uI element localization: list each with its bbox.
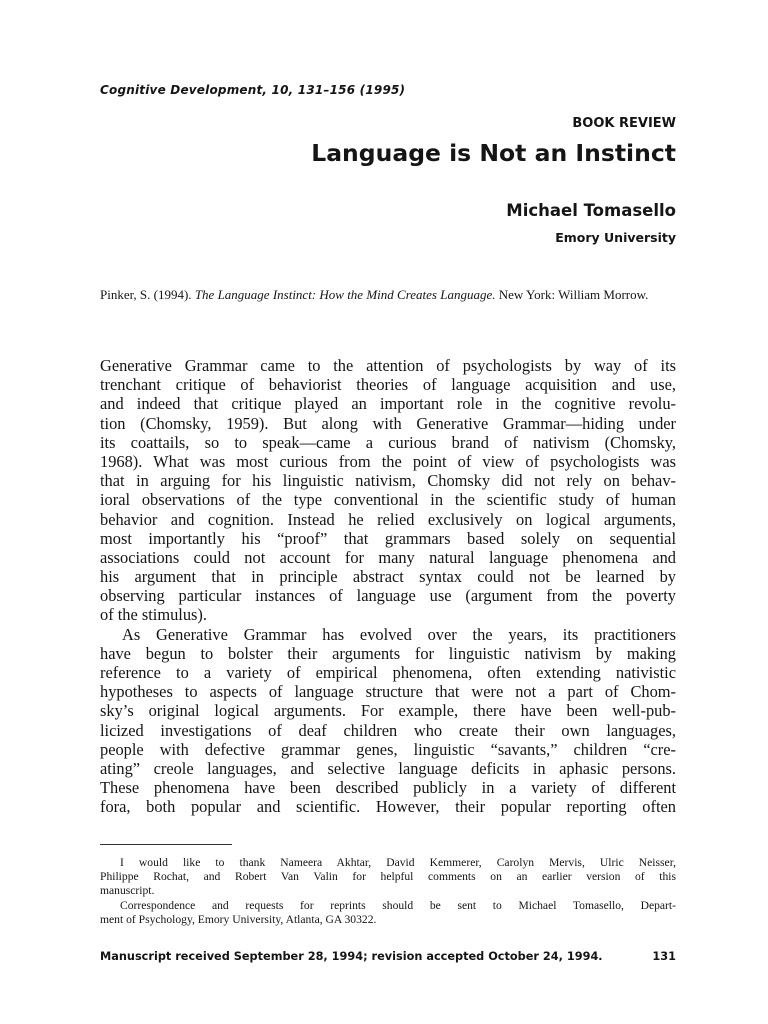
author-affiliation: Emory University [555,230,676,245]
body-line: ating” creole languages, and selective language deficits in aphasic persons. [100,758,676,778]
citation-book-title: The Language Instinct: How the Mind Creates Language. [194,287,496,302]
body-line: tion (Chomsky, 1959). But along with Generative Grammar—hiding under [100,413,676,433]
body-line: reference to a variety of empirical phenomena, often extending nativistic [100,663,676,682]
body-line: behavior and cognition. Instead he relied exclusively on logical arguments, [100,509,676,529]
journal-citation: Cognitive Development, 10, 131–156 (1995) [100,83,406,97]
body-text [100,356,676,817]
body-line: that in arguing for his linguistic nativism, Chomsky did not rely on behav- [100,471,676,491]
page-number: 131 [652,950,676,963]
citation-authors: Pinker, S. (1994). [100,287,192,302]
footnote-line: Correspondence and requests for reprints should be sent to Michael Tomasello, Depart- [120,898,676,912]
body-line: sky’s original logical arguments. For example, there have been well-pub- [100,701,676,721]
body-line: of the stimulus). [100,605,207,625]
footnote-line: I would like to thank Nameera Akhtar, David Kemmerer, Carolyn Mervis, Ulric Neisser, [120,856,676,869]
body-line: trenchant critique of behaviorist theories of language acquisition and use, [100,375,676,395]
body-line: most importantly his “proof” that grammars based solely on sequential [100,528,676,548]
footnote-divider [100,844,232,845]
author-name: Michael Tomasello [506,201,676,220]
footnote-line: ment of Psychology, Emory University, Atlanta, GA 30322. [100,912,377,926]
section-label: BOOK REVIEW [572,116,676,131]
body-line: Generative Grammar came to the attention of psychologists by way of its [100,356,676,375]
body-line: These phenomena have been described publicly in a variety of different [100,778,676,798]
manuscript-dates: Manuscript received September 28, 1994; revision accepted October 24, 1994. [100,950,603,963]
body-line: associations could not account for many natural language phenomena and [100,547,676,567]
body-line: hypotheses to aspects of language structure that were not a part of Chom- [100,682,676,702]
body-line: its coattails, so to speak—came a curious brand of nativism (Chomsky, [100,432,676,452]
page-footer [100,950,676,966]
body-line: 1968). What was most curious from the point of view of psychologists was [100,451,676,471]
footnote-line: Philippe Rochat, and Robert Van Valin for helpful comments on an earlier version of this [100,870,676,884]
body-line: licized investigations of deaf children who create their own languages, [100,720,676,740]
body-line: ioral observations of the type conventional in the scientific study of human [100,490,676,510]
reviewed-book-citation [100,287,676,303]
citation-publisher: New York: William Morrow. [498,287,649,302]
footnotes [100,856,676,927]
body-line: people with defective grammar genes, linguistic “savants,” children “cre- [100,739,676,759]
article-title: Language is Not an Instinct [311,139,676,167]
body-line: and indeed that critique played an important role in the cognitive revolu- [100,394,676,414]
body-line: observing particular instances of language use (argument from the poverty [100,586,676,606]
body-line: have begun to bolster their arguments for linguistic nativism by making [100,643,676,663]
footnote-line: manuscript. [100,884,155,898]
body-line: fora, both popular and scientific. However, their popular reporting often [100,797,676,817]
body-line: his argument that in principle abstract syntax could not be learned by [100,567,676,587]
body-line: As Generative Grammar has evolved over the years, its practitioners [122,624,676,644]
